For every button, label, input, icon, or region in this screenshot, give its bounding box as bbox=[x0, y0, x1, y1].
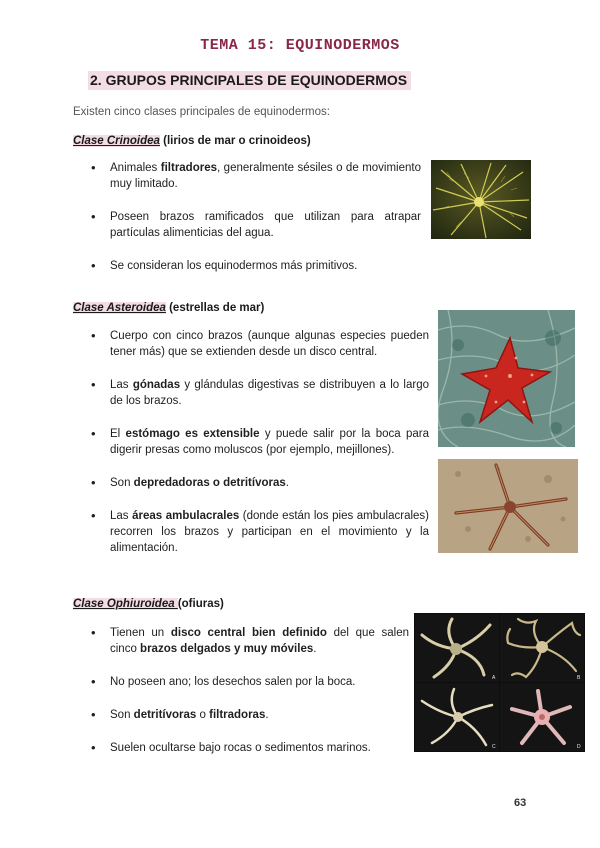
class-name: Clase Ophiuroidea bbox=[73, 598, 178, 610]
list-item bbox=[89, 377, 429, 409]
crinoidea-bullets bbox=[89, 160, 421, 274]
text-segment: Son bbox=[110, 709, 134, 721]
text-segment: . bbox=[265, 709, 269, 721]
red-starfish-photo bbox=[438, 310, 575, 447]
class-desc: (lirios de mar o crinoideos) bbox=[159, 135, 311, 147]
brittle-star-photo-panel bbox=[414, 613, 585, 752]
text-segment: No poseen ano; los desechos salen por la boca. bbox=[110, 676, 356, 688]
text-segment: Se consideran los equinodermos más primitivos. bbox=[110, 260, 358, 272]
asteroidea-bullets bbox=[89, 328, 429, 556]
text-segment: Tienen un bbox=[110, 627, 171, 639]
list-item bbox=[89, 707, 409, 723]
bold-text: detritívoras bbox=[133, 709, 197, 721]
class-heading-crinoidea bbox=[73, 135, 311, 147]
ophiuroidea-bullets bbox=[89, 625, 409, 756]
list-item bbox=[89, 160, 421, 192]
text-segment: Animales bbox=[110, 162, 161, 174]
intro-text: Existen cinco clases principales de equinodermos: bbox=[73, 106, 330, 118]
text-segment: (donde están los pies ambulacrales) recorren los brazos y participan en el movimiento y la alimentación. bbox=[110, 510, 429, 554]
bold-text: disco central bien definido bbox=[170, 627, 327, 639]
bold-text: depredadoras o detritívoras bbox=[133, 477, 286, 489]
bold-text: gónadas bbox=[132, 379, 181, 391]
brown-starfish-photo bbox=[438, 459, 578, 553]
class-desc: (ofiuras) bbox=[177, 598, 224, 610]
list-item bbox=[89, 475, 429, 491]
text-segment: Cuerpo con cinco brazos (aunque algunas especies pueden tener más) que se extienden desde un disco central. bbox=[110, 330, 429, 358]
text-segment: del que salen cinco bbox=[110, 627, 409, 655]
text-segment: Poseen brazos ramificados que utilizan para atrapar partículas alimenticias del agua. bbox=[110, 211, 421, 239]
text-segment: . bbox=[285, 477, 289, 489]
text-segment: y glándulas digestivas se distribuyen a lo largo de los brazos. bbox=[110, 379, 429, 407]
bold-text: brazos delgados y muy móviles bbox=[140, 643, 314, 655]
class-name: Clase Crinoidea bbox=[73, 135, 160, 147]
list-item bbox=[89, 508, 429, 556]
list-item bbox=[89, 674, 409, 690]
list-item bbox=[89, 426, 429, 458]
crinoid-photo bbox=[431, 160, 531, 239]
panel-label-a: A bbox=[492, 675, 496, 681]
class-heading-asteroidea bbox=[73, 302, 264, 314]
panel-label-d: D bbox=[577, 744, 581, 750]
list-item bbox=[89, 258, 421, 274]
text-segment: El bbox=[110, 428, 126, 440]
text-segment: Suelen ocultarse bajo rocas o sedimentos marinos. bbox=[110, 742, 371, 754]
class-name: Clase Asteroidea bbox=[73, 302, 166, 314]
class-desc: (estrellas de mar) bbox=[165, 302, 265, 314]
panel-label-c: C bbox=[492, 744, 496, 750]
text-segment: Las bbox=[110, 379, 133, 391]
text-segment: Las bbox=[110, 510, 133, 522]
text-segment: o bbox=[196, 709, 210, 721]
bold-text: filtradores bbox=[160, 162, 218, 174]
list-item bbox=[89, 625, 409, 657]
page-title: TEMA 15: EQUINODERMOS bbox=[200, 37, 400, 54]
text-segment: , generalmente sésiles o de movimiento muy limitado. bbox=[110, 162, 421, 190]
text-segment: . bbox=[313, 643, 317, 655]
bold-text: áreas ambulacrales bbox=[132, 510, 240, 522]
text-segment: y puede salir por la boca para digerir presas como moluscos (por ejemplo, mejillones). bbox=[110, 428, 429, 456]
page-number: 63 bbox=[514, 797, 527, 809]
list-item bbox=[89, 740, 409, 756]
class-heading-ophiuroidea bbox=[73, 598, 224, 610]
list-item bbox=[89, 328, 429, 360]
text-segment: Son bbox=[110, 477, 134, 489]
list-item bbox=[89, 209, 421, 241]
bold-text: estómago es extensible bbox=[125, 428, 260, 440]
panel-label-b: B bbox=[577, 675, 581, 681]
section-heading: 2. GRUPOS PRINCIPALES DE EQUINODERMOS bbox=[88, 71, 411, 90]
bold-text: filtradoras bbox=[209, 709, 266, 721]
